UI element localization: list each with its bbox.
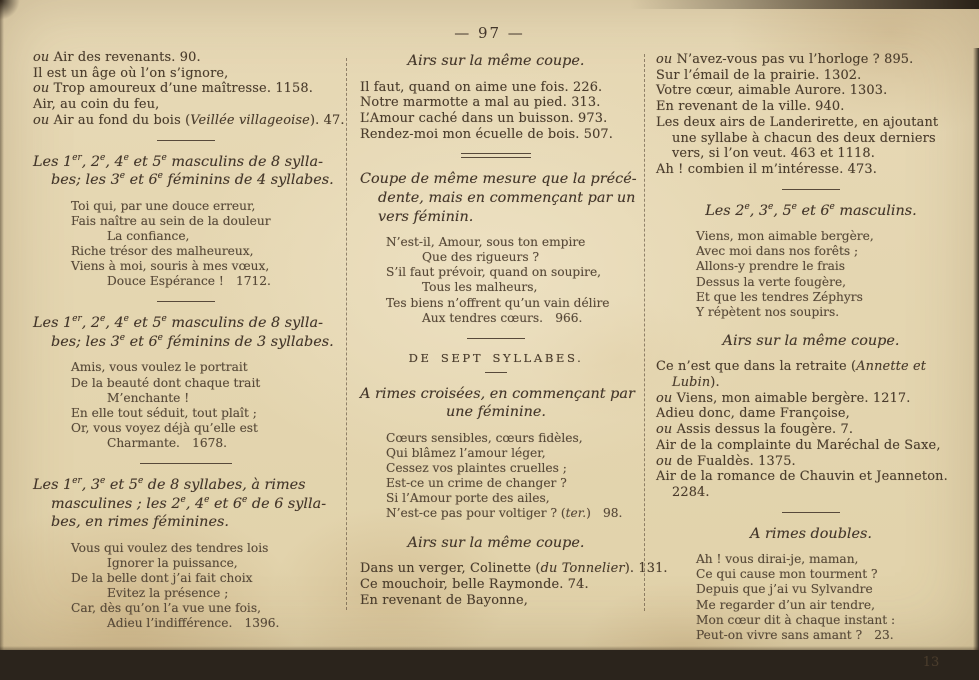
text-line [386, 506, 632, 521]
air-reference-list [656, 359, 966, 500]
text-line [107, 274, 338, 289]
text-line [696, 305, 966, 320]
text-line [71, 541, 338, 556]
text-line [71, 214, 338, 229]
text-part: ou [33, 112, 54, 128]
text-part: Adieu l’indifférence. 1396. [107, 616, 280, 631]
text-line [422, 280, 632, 295]
verse-excerpt [360, 431, 632, 522]
text-part: e [744, 201, 750, 212]
text-part: Airs sur la même coupe. [722, 332, 900, 349]
text-line [386, 235, 632, 250]
text-part: Y répètent nos soupirs. [696, 304, 840, 319]
text-part: ter. [565, 506, 587, 521]
text-part: ) 98. [586, 506, 623, 521]
text-line [71, 406, 338, 421]
section-divider [33, 463, 338, 464]
text-part: Ah ! combien il m’intéresse. 473. [656, 161, 877, 177]
divider-line [157, 301, 215, 302]
text-line [360, 351, 632, 365]
text-part: Charmante. 1678. [107, 435, 228, 450]
meter-heading [656, 202, 966, 221]
section-divider [33, 140, 338, 141]
meter-heading [656, 332, 966, 351]
text-part: e [204, 494, 210, 505]
text-line [360, 80, 632, 96]
text-line [656, 454, 966, 470]
page-edge-top [630, 0, 979, 9]
page-edge-left [0, 0, 4, 650]
text-line [696, 275, 966, 290]
text-line [696, 567, 966, 582]
text-part: Or, vous voyez déjà qu’elle est [71, 420, 258, 435]
text-part: er [72, 152, 82, 163]
text-line [360, 385, 635, 404]
section-divider [360, 153, 632, 158]
text-part: Vous qui voulez des tendres lois [71, 540, 269, 555]
text-part: Qui blâmez l’amour léger, [386, 446, 546, 461]
air-reference-list [33, 50, 345, 129]
text-line [656, 162, 966, 178]
section-label [360, 351, 632, 365]
text-part: Peut-on vivre sans amant ? 23. [696, 627, 894, 642]
text-part: Air des revenants. 90. [53, 50, 201, 65]
text-part: 13 [922, 654, 940, 670]
air-reference-list [656, 52, 966, 178]
text-part: e [161, 314, 167, 325]
text-part: Si l’Amour porte des ailes, [386, 491, 550, 506]
text-line [422, 311, 632, 326]
text-part: et 6 [796, 202, 830, 219]
meter-heading [656, 525, 966, 544]
text-part: bes, en rimes féminines. [51, 514, 229, 531]
text-line [360, 593, 632, 609]
text-part: féminins de 4 syllabes. [162, 172, 334, 189]
text-line [696, 552, 966, 567]
text-part: Viens, mon aimable bergère. 1217. [676, 390, 911, 406]
verse-excerpt [33, 541, 338, 632]
text-part: et 5 [128, 153, 162, 170]
text-line [33, 50, 338, 66]
verse-excerpt [656, 229, 966, 320]
meter-heading [33, 153, 338, 190]
text-part: Amis, vous voulez le portrait [71, 360, 248, 375]
text-part: Les 2 [705, 202, 745, 219]
text-part: , 3 [749, 202, 769, 219]
text-part: ou [656, 52, 677, 67]
air-reference-list [360, 561, 668, 608]
text-part: Airs sur la même coupe. [407, 534, 585, 551]
section-divider [360, 338, 632, 339]
text-part: ou [656, 422, 677, 438]
text-line [776, 655, 966, 670]
text-part: L’Amour caché dans un buisson. 973. [360, 111, 608, 126]
text-line [107, 556, 338, 571]
text-part: N’est-ce pas pour voltiger ? ( [386, 506, 566, 521]
text-line [71, 421, 338, 436]
left-column [33, 50, 345, 643]
text-part: Ignorer la puissance, [107, 555, 238, 570]
text-part: Aux tendres cœurs. 966. [422, 310, 583, 325]
text-part: Ce qui cause mon tourment ? [696, 567, 878, 582]
verse-excerpt [656, 552, 966, 643]
text-part: ou [656, 390, 677, 406]
text-part: Que des rigueurs ? [422, 250, 539, 265]
divider-line [157, 140, 215, 141]
text-line [696, 229, 966, 244]
text-line [656, 68, 966, 84]
text-line [33, 171, 338, 190]
section-divider [656, 189, 966, 190]
text-line [656, 99, 966, 115]
text-part: Ce mouchoir, belle Raymonde. 74. [360, 576, 589, 592]
text-line [386, 265, 632, 280]
text-line [33, 81, 338, 97]
text-part: e [161, 152, 167, 163]
text-line [656, 202, 966, 221]
page-number: — 97 — [454, 24, 525, 42]
meter-heading [360, 385, 635, 422]
meter-heading [360, 534, 632, 553]
text-part: Votre cœur, aimable Aurore. 1303. [656, 83, 888, 99]
text-part: e [242, 494, 248, 505]
text-part: Air, au coin du feu, [33, 97, 160, 113]
text-part: Assis dessus la fougère. 7. [676, 422, 854, 438]
text-part: La confiance, [107, 228, 190, 243]
text-line [360, 403, 632, 422]
text-line [656, 52, 966, 68]
text-line [360, 52, 632, 71]
text-part: 2284. [672, 485, 710, 500]
text-part: A rimes doubles. [749, 525, 872, 542]
text-part: , 2 [81, 153, 101, 170]
divider-line [467, 338, 525, 339]
text-line [696, 598, 966, 613]
text-line [33, 97, 338, 113]
text-line [71, 571, 338, 586]
text-part: Evitez la présence ; [107, 586, 229, 601]
text-line [656, 485, 966, 501]
text-part: Dans un verger, Colinette ( [360, 561, 541, 577]
page-edge-right [973, 48, 979, 650]
text-part: ). 131. [624, 561, 668, 577]
text-part: Viens à moi, souris à mes vœux, [71, 259, 270, 274]
text-part: masculines ; les 2 [51, 495, 181, 512]
text-line [107, 616, 338, 631]
divider-line [461, 153, 531, 158]
text-line [386, 461, 632, 476]
text-line [71, 601, 338, 616]
text-part: A rimes croisées, en commençant par [360, 385, 635, 402]
text-part: e [791, 201, 797, 212]
divider-line [485, 372, 507, 373]
verse-excerpt [33, 199, 338, 290]
text-line [386, 491, 632, 506]
text-part: masculins. [834, 202, 917, 219]
text-part: De la belle dont j’ai fait choix [71, 570, 253, 585]
text-line [386, 296, 632, 311]
text-part: e [100, 314, 106, 325]
text-part: Adieu donc, dame Françoise, [656, 406, 850, 422]
text-part: e [180, 494, 186, 505]
text-line [360, 127, 632, 143]
text-line [422, 250, 632, 265]
text-line [71, 259, 338, 274]
text-line [656, 469, 966, 485]
text-line [71, 244, 338, 259]
text-line [656, 391, 966, 407]
text-line [656, 332, 966, 351]
text-part: vers féminin. [378, 208, 474, 225]
text-part: ou [33, 81, 54, 97]
text-line [71, 360, 338, 375]
text-part: ou [656, 453, 677, 469]
text-line [107, 586, 338, 601]
text-line [656, 406, 966, 422]
air-reference-list [360, 80, 632, 143]
text-part: Cœurs sensibles, cœurs fidèles, [386, 430, 583, 445]
text-part: e [137, 476, 144, 487]
section-divider [33, 301, 338, 302]
text-part: , 3 [81, 477, 101, 494]
text-line [33, 314, 338, 333]
text-part: Toi qui, par une douce erreur, [71, 198, 256, 213]
text-part: dente, mais en commençant par un [378, 190, 636, 206]
text-part: , 5 [773, 202, 792, 219]
text-line [656, 146, 966, 162]
section-divider [656, 512, 966, 513]
text-part: e [829, 201, 835, 212]
text-part: Lubin [672, 375, 711, 391]
text-part: Air au fond du bois ( [53, 112, 191, 128]
page-corner-shadow [0, 0, 20, 20]
text-line [696, 628, 966, 643]
text-part: Me regarder d’un air tendre, [696, 597, 875, 612]
text-part: Notre marmotte a mal au pied. 313. [360, 95, 601, 111]
text-part: , 4 [105, 315, 124, 332]
text-part: féminins de 3 syllabes. [162, 333, 334, 350]
middle-column [360, 50, 668, 619]
meter-heading [360, 170, 637, 226]
text-line [696, 290, 966, 305]
text-part: , 4 [105, 153, 124, 170]
text-line [656, 525, 966, 544]
text-part: Il faut, quand on aime une fois. 226. [360, 79, 603, 95]
text-part: Dessus la verte fougère, [696, 274, 847, 289]
text-line [360, 111, 632, 127]
text-part: Les deux airs de Landerirette, en ajoutant [656, 114, 939, 130]
text-part: Il est un âge où l’on s’ignore, [33, 65, 229, 81]
text-part: Veillée villageoise [190, 112, 310, 128]
text-part: e [123, 152, 129, 163]
text-part: bes; les 3 [51, 172, 120, 189]
meter-heading [33, 314, 338, 351]
text-part: e [768, 201, 774, 212]
text-line [360, 534, 632, 553]
column-separator-left [346, 58, 347, 610]
text-part: e [157, 333, 163, 344]
text-part: Tes biens n’offrent qu’un vain délire [386, 295, 610, 310]
text-line [33, 112, 345, 129]
text-part: ou [33, 50, 54, 65]
text-part: masculins de 8 sylla- [166, 153, 323, 170]
text-part: Tous les malheurs, [422, 280, 538, 295]
text-part: Et que les tendres Zéphyrs [696, 289, 863, 304]
text-line [656, 422, 966, 438]
text-line [107, 436, 338, 451]
text-part: e [123, 314, 129, 325]
text-part: Avec moi dans nos forêts ; [696, 244, 859, 259]
text-line [107, 229, 338, 244]
text-part: bes; les 3 [51, 333, 120, 350]
text-part: Annette et [856, 359, 927, 375]
text-part: Airs sur la même coupe. [407, 53, 585, 69]
text-part: une syllabe à chacun des deux derniers [672, 130, 936, 146]
verse-excerpt [33, 360, 338, 451]
text-line [360, 170, 637, 189]
text-line [360, 95, 632, 111]
text-line [386, 476, 632, 491]
text-part: du Tonnelier [540, 561, 625, 577]
text-part: Douce Espérance ! 1712. [107, 274, 271, 289]
text-line [360, 208, 632, 227]
text-line [107, 391, 338, 406]
text-line [386, 431, 632, 446]
text-line [656, 131, 966, 147]
text-part: e [100, 476, 106, 487]
text-part: M’enchante ! [107, 390, 190, 405]
text-part: Est-ce un crime de changer ? [386, 476, 567, 491]
text-line [360, 561, 668, 577]
text-part: En revenant de Bayonne, [360, 592, 529, 608]
text-part: Cessez vos plaintes cruelles ; [386, 461, 567, 476]
text-part: Air de la romance de Chauvin et Jeanneton. [656, 469, 948, 485]
text-part: e [119, 171, 126, 182]
text-line [656, 115, 966, 131]
verse-excerpt [360, 235, 632, 326]
text-part: Air de la complainte du Maréchal de Saxe, [656, 437, 941, 453]
text-part: de 6 sylla- [247, 495, 327, 512]
meter-heading [360, 52, 632, 71]
text-part: er [72, 476, 82, 487]
text-line [696, 244, 966, 259]
text-part: N’avez-vous pas vu l’horloge ? 895. [676, 52, 914, 67]
meter-heading [33, 476, 338, 532]
divider-line [782, 189, 840, 190]
text-part: vers, si l’on veut. 463 et 1118. [672, 146, 875, 162]
text-line [33, 476, 338, 495]
text-part: e [119, 333, 126, 344]
text-line [696, 259, 966, 274]
text-part: et 5 [105, 477, 138, 494]
text-part: masculins de 8 sylla- [166, 315, 323, 332]
text-line [656, 83, 966, 99]
section-divider [360, 372, 632, 373]
text-line [71, 376, 338, 391]
text-part: N’est-il, Amour, sous ton empire [386, 235, 586, 250]
text-part: Fais naître au sein de la douleur [71, 213, 271, 228]
text-line [360, 577, 632, 593]
text-line [656, 359, 966, 375]
signature-mark [656, 655, 966, 670]
text-part: Mon cœur dit à chaque instant : [696, 612, 896, 627]
text-part: de 8 syllabes, à rimes [143, 477, 306, 494]
divider-line [140, 463, 232, 464]
text-part: une féminine. [446, 404, 546, 421]
text-line [360, 189, 636, 208]
text-line [71, 199, 338, 214]
text-part: e [100, 152, 106, 163]
text-line [696, 582, 966, 597]
text-part: Ah ! vous dirai-je, maman, [696, 552, 859, 567]
text-line [33, 333, 338, 352]
text-part: Depuis que j’ai vu Sylvandre [696, 582, 873, 597]
text-part: En revenant de la ville. 940. [656, 99, 845, 115]
text-part: Viens, mon aimable bergère, [696, 229, 874, 244]
text-part: Ce n’est que dans la retraite ( [656, 359, 857, 375]
text-part: et 6 [209, 495, 243, 512]
text-part: Sur l’émail de la prairie. 1302. [656, 67, 862, 83]
text-part: Les 1 [33, 315, 73, 332]
text-part: DE SEPT SYLLABES. [408, 350, 584, 365]
text-line [33, 66, 338, 82]
text-line [656, 375, 966, 391]
text-line [33, 513, 338, 532]
text-part: , 4 [185, 495, 205, 512]
text-part: Les 1 [33, 153, 73, 170]
text-part: ). 47. [309, 112, 345, 128]
text-part: Les 1 [33, 477, 73, 494]
text-part: Allons-y prendre le frais [696, 259, 846, 274]
text-part: , 2 [81, 315, 101, 332]
divider-line [782, 512, 840, 513]
text-part: et 6 [125, 333, 158, 350]
text-line [33, 153, 338, 172]
text-part: De la beauté dont chaque trait [71, 375, 261, 390]
text-part: de Fualdès. 1375. [676, 453, 796, 469]
right-column [656, 52, 966, 680]
text-part: e [157, 171, 163, 182]
text-part: et 6 [125, 172, 158, 189]
text-part: et 5 [128, 315, 162, 332]
column-separator-right [644, 54, 645, 611]
text-part: S’il faut prévoir, quand on soupire, [386, 265, 602, 280]
text-part: ). [710, 375, 720, 391]
text-line [33, 495, 338, 514]
text-line [656, 438, 966, 454]
text-part: er [72, 314, 82, 325]
text-part: Coupe de même mesure que la précé- [360, 171, 637, 188]
text-part: Rendez-moi mon écuelle de bois. 507. [360, 126, 614, 142]
text-part: En elle tout séduit, tout plaît ; [71, 405, 257, 420]
text-line [696, 613, 966, 628]
text-line [386, 446, 632, 461]
text-part: Trop amoureux d’une maîtresse. 1158. [53, 81, 313, 97]
text-part: Riche trésor des malheureux, [71, 243, 254, 258]
text-part: Car, dès qu’on l’a vue une fois, [71, 601, 261, 616]
